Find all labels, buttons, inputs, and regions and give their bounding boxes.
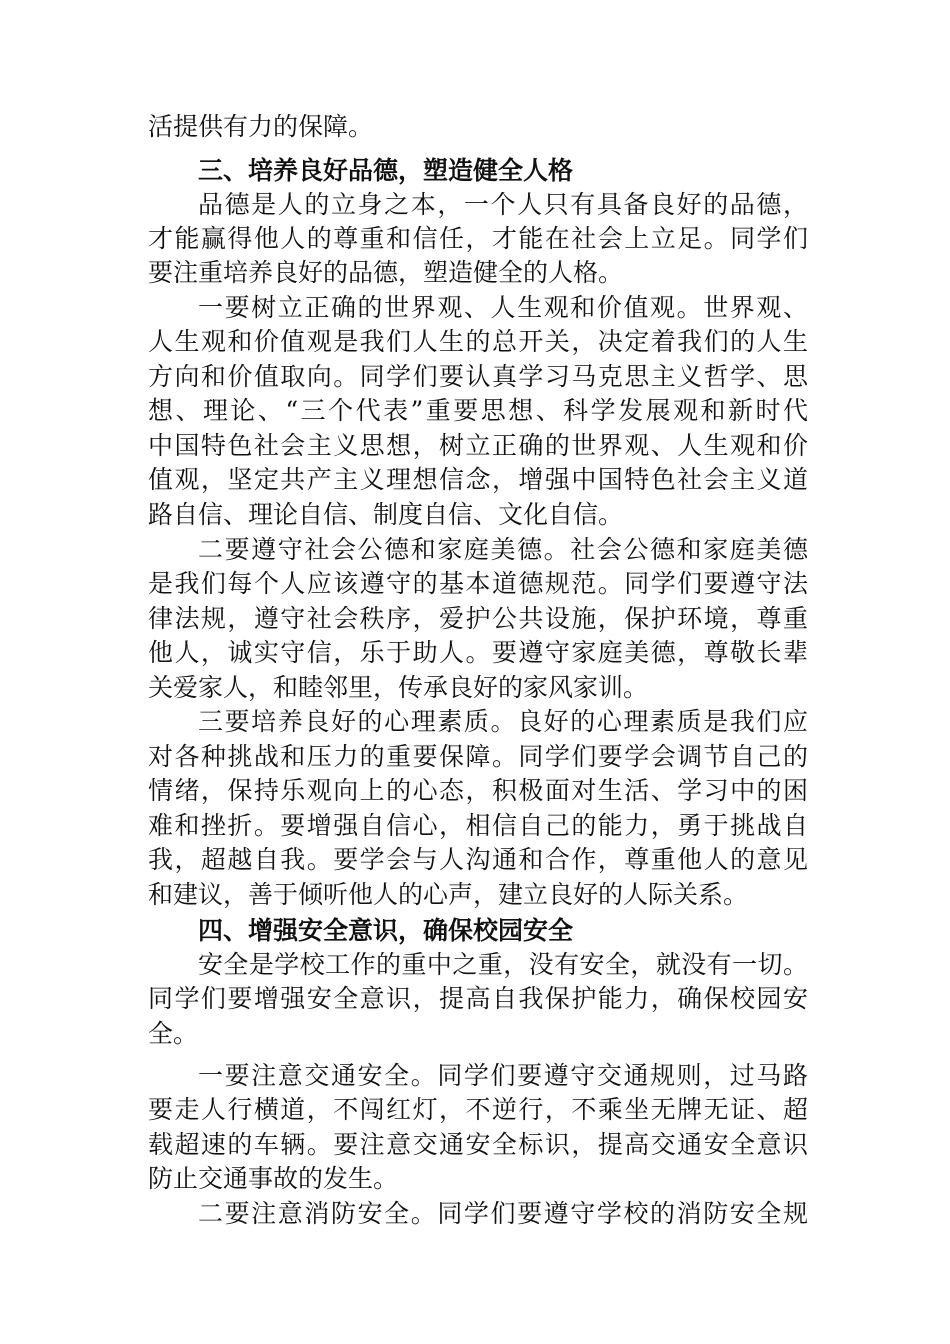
paragraph-line: 路自信、理论自信、制度自信、文化自信。	[148, 500, 624, 529]
paragraph-line: 要注重培养良好的品德，塑造健全的人格。	[148, 258, 624, 287]
paragraph-line: 他人，诚实守信，乐于助人。要遵守家庭美德，尊敬长辈	[148, 638, 808, 667]
paragraph-line: 值观，坚定共产主义理想信念，增强中国特色社会主义道	[148, 465, 808, 494]
paragraph-line: 对各种挑战和压力的重要保障。同学们要学会调节自己的	[148, 742, 808, 771]
paragraph-line: 要走人行横道，不闯红灯，不逆行，不乘坐无牌无证、超	[148, 1095, 808, 1124]
paragraph-line: 活提供有力的保障。	[148, 112, 374, 141]
paragraph-line: 人生观和价值观是我们人生的总开关，决定着我们的人生	[148, 327, 808, 356]
paragraph-line: 三要培养良好的心理素质。良好的心理素质是我们应	[198, 707, 808, 736]
paragraph-line: 安全是学校工作的重中之重，没有安全，就没有一切。	[198, 950, 808, 979]
section-heading-3: 三、培养良好品德，塑造健全人格	[198, 156, 574, 185]
paragraph-line: 才能赢得他人的尊重和信任，才能在社会上立足。同学们	[148, 224, 808, 253]
paragraph-line: 关爱家人，和睦邻里，传承良好的家风家训。	[148, 673, 649, 702]
paragraph-line: 一要注意交通安全。同学们要遵守交通规则，过马路	[198, 1061, 808, 1090]
section-heading-4: 四、增强安全意识，确保校园安全	[198, 916, 574, 945]
paragraph-line: 和建议，善于倾听他人的心声，建立良好的人际关系。	[148, 880, 749, 909]
paragraph-line: 我，超越自我。要学会与人沟通和合作，尊重他人的意见	[148, 845, 808, 874]
paragraph-line: 品德是人的立身之本，一个人只有具备良好的品德，	[198, 190, 808, 219]
paragraph-line: 防止交通事故的发生。	[148, 1164, 399, 1193]
paragraph-line: 律法规，遵守社会秩序，爱护公共设施，保护环境，尊重	[148, 604, 808, 633]
paragraph-line: 二要注意消防安全。同学们要遵守学校的消防安全规	[198, 1199, 808, 1228]
paragraph-line: 是我们每个人应该遵守的基本道德规范。同学们要遵守法	[148, 569, 808, 598]
paragraph-line: 方向和价值取向。同学们要认真学习马克思主义哲学、思	[148, 362, 808, 391]
paragraph-line: 情绪，保持乐观向上的心态，积极面对生活、学习中的困	[148, 776, 808, 805]
paragraph-line: 二要遵守社会公德和家庭美德。社会公德和家庭美德	[198, 535, 808, 564]
paragraph-line: 难和挫折。要增强自信心，相信自己的能力，勇于挑战自	[148, 811, 808, 840]
paragraph-line: 一要树立正确的世界观、人生观和价值观。世界观、	[198, 293, 808, 322]
paragraph-line: 载超速的车辆。要注意交通安全标识，提高交通安全意识	[148, 1130, 808, 1159]
paragraph-line: 中国特色社会主义思想，树立正确的世界观、人生观和价	[148, 431, 808, 460]
paragraph-line: 想、理论、“三个代表”重要思想、科学发展观和新时代	[148, 396, 808, 425]
paragraph-line: 同学们要增强安全意识，提高自我保护能力，确保校园安	[148, 984, 808, 1013]
paragraph-line: 全。	[148, 1019, 199, 1048]
